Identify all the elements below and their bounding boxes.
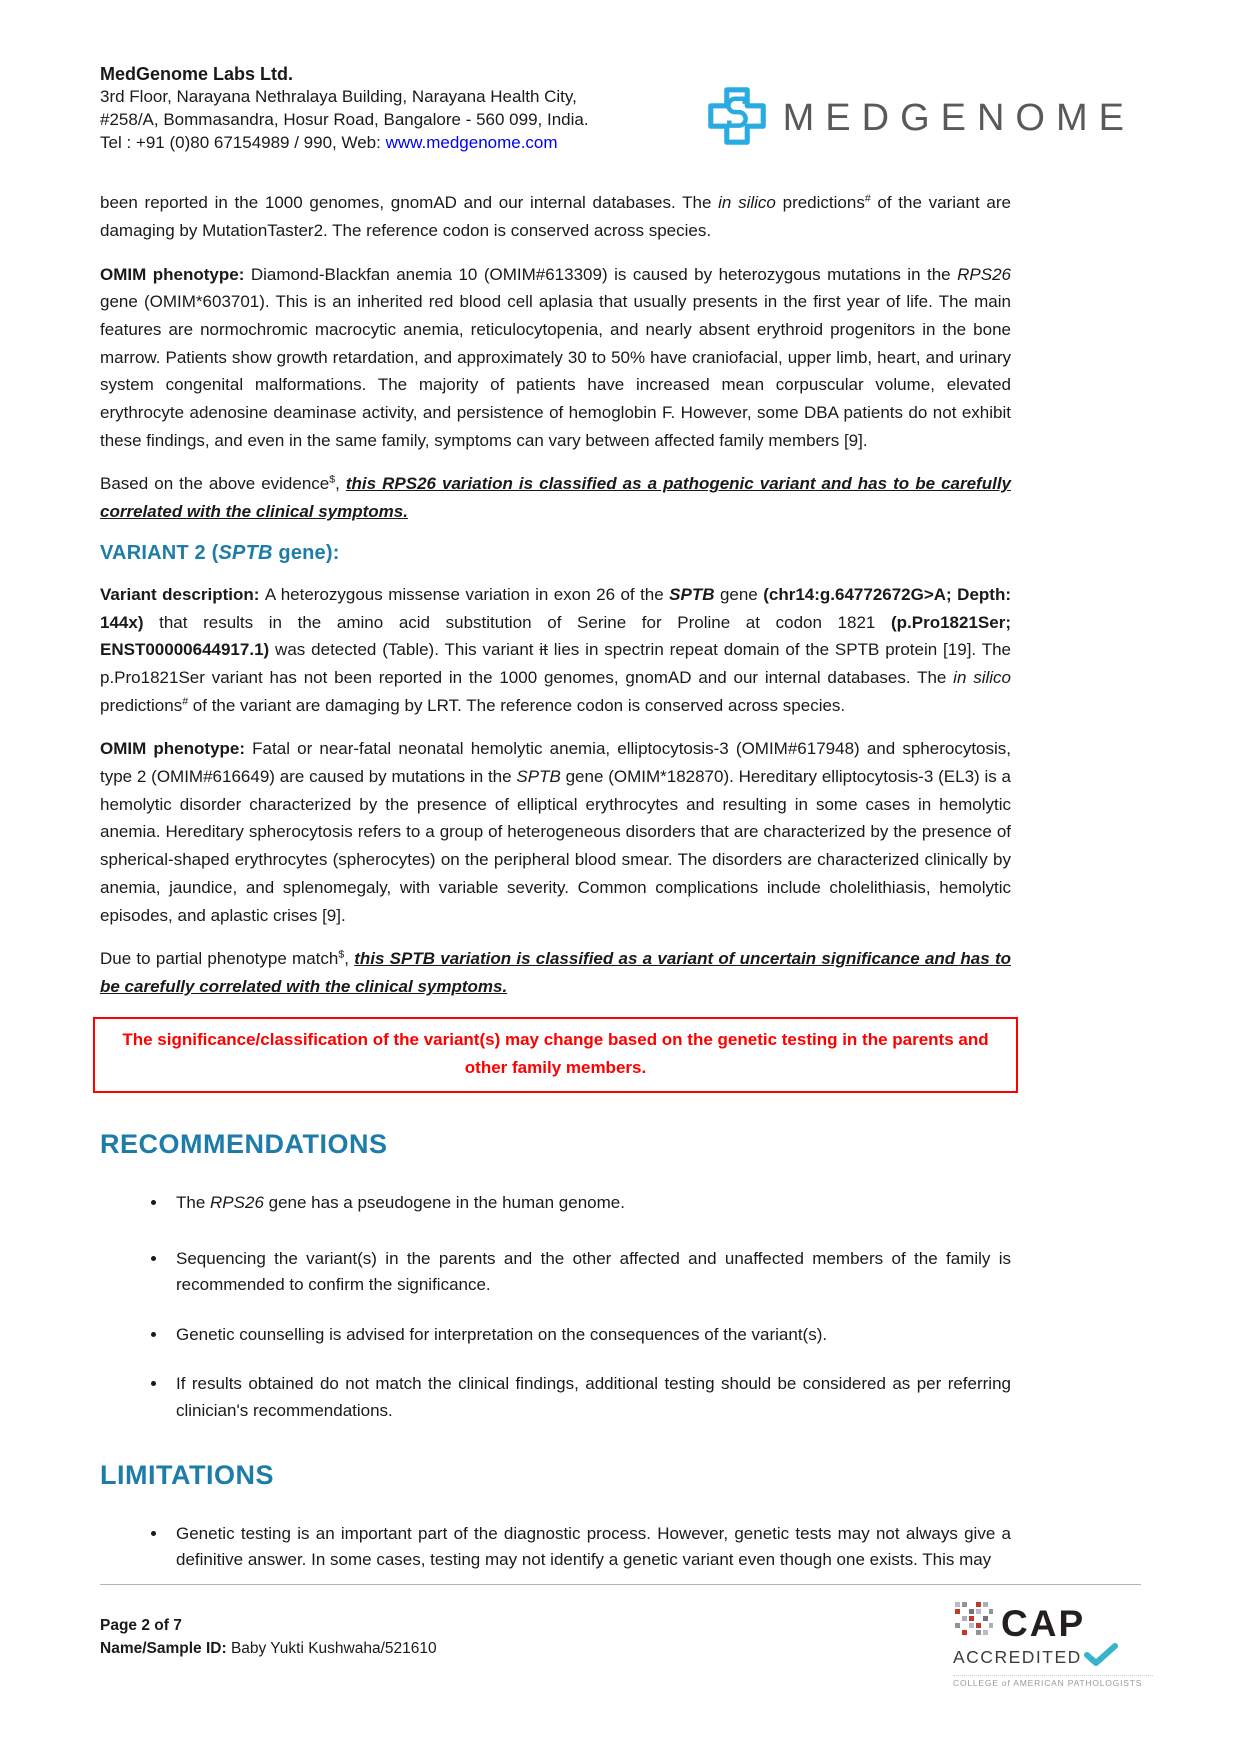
sample-id-line (100, 1637, 437, 1660)
list-item: • Sequencing the variant(s) in the parents and the other affected and unaffected members of the family is recommended to confirm the significance. (168, 1246, 1011, 1299)
paragraph-conclusion-sptb: Due to partial phenotype match$, this SPTB variation is classified as a variant of uncertain significance and has to be carefully correlated with the clinical symptoms. (100, 948, 1011, 996)
cap-accreditation-logo (953, 1600, 1153, 1688)
medgenome-wordmark: MEDGENOME (782, 97, 1135, 139)
footer-divider (100, 1584, 1141, 1585)
recommendations-list (100, 1190, 1011, 1424)
sample-id-label: Name/Sample ID: (100, 1640, 227, 1658)
paragraph-omim-rps26: OMIM phenotype: Diamond-Blackfan anemia 10 (OMIM#613309) is caused by heterozygous mutations in the RPS26 gene (OMIM*603701). This is an inherited red blood cell aplasia that usually presents in the first year of life. The main features are normochromic macrocytic anemia, reticulocytopenia, and nearly absent erythroid progenitors in the bone marrow. Patients show growth retardation, and approximately 30 to 50% have craniofacial, upper limb, heart, and urinary system congenital malformations. The majority of patients have increased mean corpuscular volume, elevated erythrocyte adenosine deaminase activity, and persistence of hemoglobin F. However, some DBA patients do not exhibit these findings, and even in the same family, symptoms can vary between affected family members [9]. (100, 264, 1011, 450)
company-address-block (100, 62, 589, 155)
significance-notice-box (93, 1017, 1018, 1093)
cap-subtitle: COLLEGE of AMERICAN PATHOLOGISTS (953, 1675, 1153, 1688)
cap-logo-top (953, 1600, 1153, 1647)
list-item: • Genetic testing is an important part of the diagnostic process. However, genetic tests may not always give a definitive answer. In some cases, testing may not identify a genetic variant even though one exists. This may (168, 1521, 1011, 1574)
tel-text: Tel : +91 (0)80 67154989 / 990, Web: (100, 133, 386, 153)
list-item: • Genetic counselling is advised for interpretation on the consequences of the variant(s). (168, 1322, 1011, 1348)
paragraph-conclusion-rps26: Based on the above evidence$, this RPS26 variation is classified as a pathogenic variant and has to be carefully correlated with the clinical symptoms. (100, 473, 1011, 522)
significance-notice-text: The significance/classification of the variant(s) may change based on the genetic testing in the parents and other family members. (122, 1029, 989, 1077)
limitations-list (100, 1521, 1011, 1574)
paragraph-omim-sptb: OMIM phenotype: Fatal or near-fatal neonatal hemolytic anemia, elliptocytosis-3 (OMIM#617948) and spherocytosis, type 2 (OMIM#616649) are caused by mutations in the SPTB gene (OMIM*182870). Hereditary elliptocytosis-3 (EL3) is a hemolytic disorder characterized by the presence of elliptical erythrocytes and resulting in some cases in hemolytic anemia. Hereditary spherocytosis refers to a group of heterogeneous disorders that are characterized by the presence of spherical-shaped erythrocytes (spherocytes) on the peripheral blood smear. The disorders are characterized clinically by anemia, jaundice, and splenomegaly, with variable severity. Common complications include cholelithiasis, hemolytic episodes, and aplastic crises [9]. (100, 739, 1012, 925)
page-number: Page 2 of 7 (100, 1617, 182, 1634)
cap-mosaic-icon (953, 1600, 995, 1647)
list-item: • If results obtained do not match the clinical findings, additional testing should be considered as per referring clinician's recommendations. (168, 1371, 1011, 1424)
address-line-1: 3rd Floor, Narayana Nethralaya Building, Narayana Health City, (100, 87, 577, 107)
list-item: • The RPS26 gene has a pseudogene in the human genome. (168, 1190, 1011, 1216)
website-link[interactable]: www.medgenome.com (385, 133, 558, 153)
footer-info (100, 1614, 437, 1661)
checkmark-icon (1084, 1643, 1118, 1672)
address-line-2: #258/A, Bommasandra, Hosur Road, Bangalore - 560 099, India. (100, 110, 589, 130)
medgenome-cross-icon (705, 84, 769, 153)
variant-2-heading: VARIANT 2 (SPTB gene): (100, 541, 340, 564)
sample-id-value: Baby Yukti Kushwaha/521610 (226, 1640, 437, 1658)
page-header (100, 62, 1141, 155)
medgenome-logo (705, 84, 1135, 153)
contact-line (100, 132, 589, 155)
cap-accredited-text: ACCREDITED (953, 1647, 1082, 1667)
paragraph-intro: been reported in the 1000 genomes, gnomAD and our internal databases. The in silico predictions# of the variant are damaging by MutationTaster2. The reference codon is conserved across species. (100, 192, 1011, 240)
company-name: MedGenome Labs Ltd. (100, 64, 294, 84)
report-body (100, 189, 1011, 1573)
cap-title: CAP (1001, 1602, 1086, 1644)
cap-accredited-row (953, 1643, 1153, 1672)
limitations-heading: LIMITATIONS (100, 1459, 274, 1490)
paragraph-variant-description: Variant description: A heterozygous missense variation in exon 26 of the SPTB gene (chr14:g.64772672G>A; Depth: 144x) that results in the amino acid substitution of Serine for Proline at codon 1821 (p.Pro1821Ser; ENST00000644917.1) was detected (Table). This variant it lies in spectrin repeat domain of the SPTB protein [19]. The p.Pro1821Ser variant has not been reported in the 1000 genomes, gnomAD and our internal databases. The in silico predictions# of the variant are damaging by LRT. The reference codon is conserved across species. (100, 584, 1011, 715)
recommendations-heading: RECOMMENDATIONS (100, 1128, 388, 1159)
